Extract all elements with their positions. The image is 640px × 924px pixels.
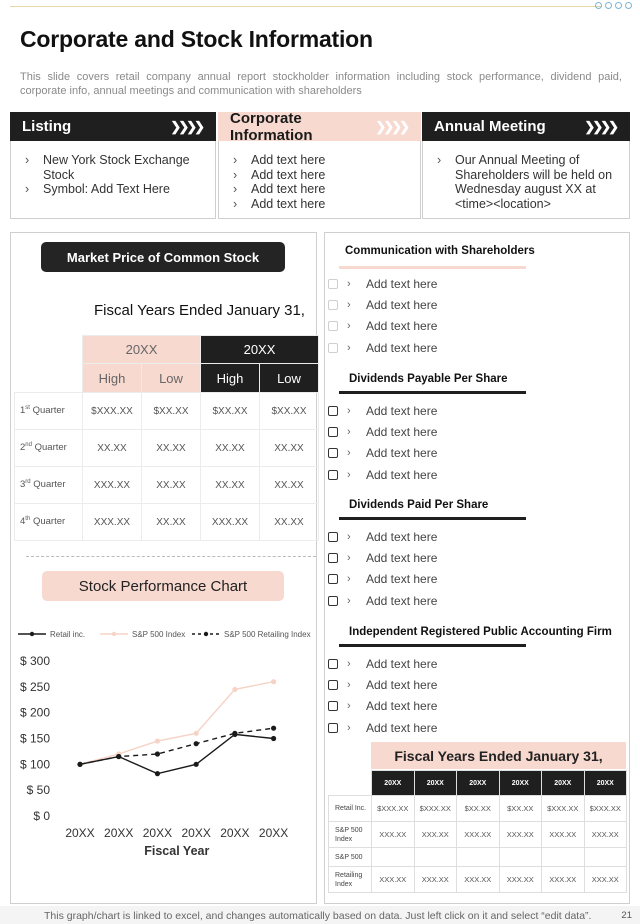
table-cell [372, 848, 415, 867]
market-price-table [14, 335, 319, 541]
high-header: High [201, 364, 260, 393]
data-point [194, 741, 199, 746]
data-point [155, 771, 160, 776]
list-item: › Our Annual Meeting of Shareholders will be held on Wednesday august XX at <time><location> [437, 153, 613, 212]
data-point [194, 762, 199, 767]
table-cell [457, 848, 500, 867]
row-label: 3rd Quarter [15, 467, 83, 504]
list-item: › Add text here [233, 182, 326, 197]
data-point [194, 731, 199, 736]
corporate-info-title: Corporate Information [230, 109, 313, 144]
page-title: Corporate and Stock Information [20, 26, 373, 52]
list-item: › Add text here [328, 400, 437, 421]
page-number: 21 [621, 910, 632, 921]
x-tick-label: 20XX [104, 826, 134, 840]
table-row [15, 430, 319, 467]
listing-header [10, 112, 216, 141]
year-header: 20XX [414, 771, 457, 796]
row-label: 2nd Quarter [15, 430, 83, 467]
table-cell: XX.XX [260, 504, 319, 541]
list-item: › New York Stock Exchange Stock [25, 153, 190, 182]
list-item: › Add text here [233, 153, 326, 167]
table-cell [414, 848, 457, 867]
table-cell: XX.XX [260, 467, 319, 504]
checkbox-icon[interactable] [328, 448, 338, 458]
y-tick-label: $ 300 [19, 654, 50, 668]
list-item: › Add text here [328, 717, 437, 738]
dot-icon [605, 2, 612, 9]
data-point [271, 736, 276, 741]
row-label: 1st Quarter [15, 393, 83, 430]
corporate-info-body [218, 141, 421, 219]
table-row [15, 393, 319, 430]
list-item: › Add text here [328, 273, 437, 294]
checkbox-icon[interactable] [328, 574, 338, 584]
chevrons-icon: ❯❯❯❯ [170, 118, 202, 134]
high-header: High [83, 364, 142, 393]
row-label: Retail Inc. [329, 796, 372, 822]
checkbox-icon[interactable] [328, 532, 338, 542]
section-title-dividends-paid: Dividends Paid Per Share [349, 499, 489, 511]
row-label: Retailing Index [329, 867, 372, 893]
table-cell: XXX.XX [372, 822, 415, 848]
checkbox-icon[interactable] [328, 701, 338, 711]
table-cell [542, 848, 585, 867]
x-tick-label: 20XX [181, 826, 211, 840]
annual-meeting-column [422, 112, 630, 219]
communication-list [328, 273, 437, 358]
list-item: › Add text here [328, 464, 437, 485]
section-title-accounting-firm: Independent Registered Public Accounting Firm [349, 626, 612, 638]
table-cell: $XXX.XX [542, 796, 585, 822]
fiscal-table-heading: Fiscal Years Ended January 31, [371, 742, 626, 769]
row-label: S&P 500 [329, 848, 372, 867]
table-cell: $XXX.XX [372, 796, 415, 822]
data-point [116, 754, 121, 759]
listing-title: Listing [22, 118, 72, 135]
data-point [77, 762, 82, 767]
y-tick-label: $ 100 [19, 757, 50, 772]
section-title-dividends-payable: Dividends Payable Per Share [349, 373, 508, 385]
list-item: › Add text here [233, 197, 326, 212]
chevrons-icon: ❯❯❯❯ [584, 118, 616, 134]
row-label: S&P 500 Index [329, 822, 372, 848]
section-underline [339, 644, 526, 647]
checkbox-icon[interactable] [328, 406, 338, 416]
accounting-firm-list [328, 653, 437, 738]
list-item: › Add text here [328, 569, 437, 590]
data-point [271, 679, 276, 684]
checkbox-icon[interactable] [328, 470, 338, 480]
checkbox-icon[interactable] [328, 300, 338, 310]
table-cell: XX.XX [201, 430, 260, 467]
checkbox-icon[interactable] [328, 343, 338, 353]
checkbox-icon[interactable] [328, 553, 338, 563]
section-underline [339, 391, 526, 394]
table-cell: XX.XX [142, 504, 201, 541]
checkbox-icon[interactable] [328, 723, 338, 733]
list-item: › Add text here [328, 547, 437, 568]
table-cell [584, 848, 627, 867]
table-row [329, 848, 627, 867]
year-header: 20XX [83, 336, 201, 364]
data-point [271, 726, 276, 731]
table-cell: $XX.XX [142, 393, 201, 430]
year-header: 20XX [372, 771, 415, 796]
legend-marker [204, 632, 208, 636]
footer-note: This graph/chart is linked to excel, and changes automatically based on data. Just left click on it and select “edit data”. [44, 910, 592, 922]
table-cell: XX.XX [83, 430, 142, 467]
legend-marker [112, 632, 116, 636]
table-cell: XXX.XX [499, 822, 542, 848]
dot-icon [615, 2, 622, 9]
table-cell: XX.XX [201, 467, 260, 504]
x-tick-label: 20XX [258, 826, 289, 840]
table-row [329, 867, 627, 893]
table-cell: XXX.XX [83, 504, 142, 541]
data-point [232, 732, 237, 737]
table-cell: $XX.XX [260, 393, 319, 430]
table-cell: $XX.XX [499, 796, 542, 822]
annual-meeting-header [422, 112, 630, 141]
legend-label: S&P 500 Index [132, 630, 186, 639]
list-item: › Add text here [328, 337, 437, 358]
market-price-label: Market Price of Common Stock [41, 242, 285, 272]
table-cell: XXX.XX [201, 504, 260, 541]
fiscal-years-heading: Fiscal Years Ended January 31, [94, 302, 305, 319]
x-tick-label: 20XX [65, 826, 95, 840]
corporate-info-column [218, 109, 421, 219]
table-cell: XXX.XX [414, 867, 457, 893]
list-item: › Add text here [328, 674, 437, 695]
table-cell: XXX.XX [542, 867, 585, 893]
stock-performance-chart[interactable] [10, 615, 316, 860]
checkbox-icon[interactable] [328, 321, 338, 331]
y-tick-label: $ 250 [19, 679, 50, 694]
table-cell: $XX.XX [457, 796, 500, 822]
table-cell: XXX.XX [83, 467, 142, 504]
table-cell: XXX.XX [584, 822, 627, 848]
year-header: 20XX [201, 336, 319, 364]
row-label: 4th Quarter [15, 504, 83, 541]
list-item: › Add text here [328, 294, 437, 315]
legend-label: Retail inc. [50, 630, 86, 639]
table-row [329, 822, 627, 848]
data-point [155, 751, 160, 756]
annual-meeting-body [422, 141, 630, 219]
table-cell: XXX.XX [457, 822, 500, 848]
x-tick-label: 20XX [220, 826, 250, 840]
table-cell: XX.XX [142, 430, 201, 467]
table-cell: XXX.XX [457, 867, 500, 893]
table-row [15, 504, 319, 541]
list-item: › Add text here [328, 696, 437, 717]
table-cell: $XXX.XX [83, 393, 142, 430]
list-item: › Add text here [328, 653, 437, 674]
list-item: › Add text here [328, 590, 437, 611]
year-header: 20XX [499, 771, 542, 796]
table-cell: XX.XX [142, 467, 201, 504]
listing-column [10, 112, 216, 219]
section-underline [339, 517, 526, 520]
low-header: Low [260, 364, 319, 393]
fiscal-table [328, 770, 627, 893]
dividends-payable-list [328, 400, 437, 485]
year-header: 20XX [542, 771, 585, 796]
list-item: › Symbol: Add Text Here [25, 182, 170, 197]
table-cell: XXX.XX [542, 822, 585, 848]
table-cell: XXX.XX [372, 867, 415, 893]
list-item: › Add text here [328, 421, 437, 442]
corporate-info-header [218, 109, 421, 144]
table-cell: $XX.XX [201, 393, 260, 430]
table-row [15, 467, 319, 504]
annual-meeting-title: Annual Meeting [434, 118, 546, 135]
checkbox-icon[interactable] [328, 279, 338, 289]
series-line [80, 682, 274, 765]
x-tick-label: 20XX [142, 826, 173, 840]
x-axis-title: Fiscal Year [144, 844, 210, 858]
data-point [232, 687, 237, 692]
listing-body [10, 141, 216, 219]
legend-label: S&P 500 Retailing Index [224, 630, 311, 639]
checkbox-icon[interactable] [328, 680, 338, 690]
legend-marker [30, 632, 34, 636]
table-cell [499, 848, 542, 867]
y-tick-label: $ 150 [19, 731, 50, 746]
slide-dots [595, 2, 632, 9]
list-item: › Add text here [328, 316, 437, 337]
series-line [80, 734, 274, 773]
table-cell: $XXX.XX [414, 796, 457, 822]
table-cell: $XXX.XX [584, 796, 627, 822]
section-underline [339, 266, 526, 269]
dashed-divider [26, 556, 316, 557]
info-columns [10, 109, 630, 219]
low-header: Low [142, 364, 201, 393]
table-row [329, 796, 627, 822]
list-item: › Add text here [233, 167, 326, 182]
table-cell: XXX.XX [499, 867, 542, 893]
checkbox-icon[interactable] [328, 596, 338, 606]
table-cell: XXX.XX [584, 867, 627, 893]
top-rule [10, 6, 602, 7]
page-subtitle: This slide covers retail company annual report stockholder information including stock performance, dividend paid, corporate info, annual meetings and communication with shareholders [20, 71, 622, 97]
y-tick-label: $ 0 [33, 809, 50, 823]
table-cell: XXX.XX [414, 822, 457, 848]
y-tick-label: $ 50 [26, 783, 50, 798]
data-point [155, 738, 160, 743]
dividends-paid-list [328, 526, 437, 611]
stock-performance-label: Stock Performance Chart [42, 571, 284, 601]
table-cell: XX.XX [260, 430, 319, 467]
list-item: › Add text here [328, 443, 437, 464]
chevrons-icon: ❯❯❯❯ [375, 118, 407, 134]
section-title-communication: Communication with Shareholders [345, 245, 535, 257]
checkbox-icon[interactable] [328, 427, 338, 437]
dot-icon [625, 2, 632, 9]
year-header: 20XX [457, 771, 500, 796]
list-item: › Add text here [328, 526, 437, 547]
y-tick-label: $ 200 [19, 705, 50, 720]
checkbox-icon[interactable] [328, 659, 338, 669]
year-header: 20XX [584, 771, 627, 796]
dot-icon [595, 2, 602, 9]
